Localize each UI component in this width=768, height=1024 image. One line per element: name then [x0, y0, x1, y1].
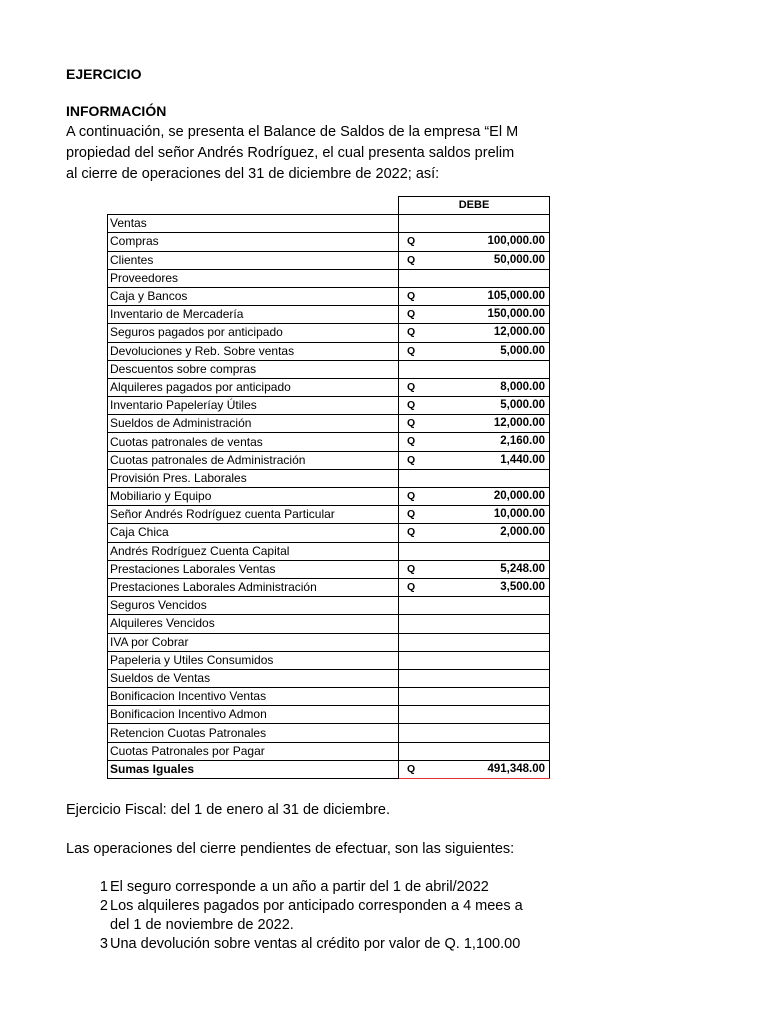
currency-symbol: Q	[407, 289, 416, 302]
debe-amount: 12,000.00	[493, 417, 545, 430]
currency-symbol: Q	[407, 562, 416, 575]
table-row	[108, 324, 550, 342]
currency-symbol: Q	[407, 526, 416, 539]
currency-symbol: Q	[407, 380, 416, 393]
debe-cell	[399, 215, 550, 233]
debe-cell	[399, 233, 550, 251]
debe-cell	[399, 415, 550, 433]
debe-cell	[399, 597, 550, 615]
table-row	[108, 524, 550, 542]
debe-amount: 150,000.00	[487, 308, 545, 321]
debe-amount: 5,248.00	[500, 562, 545, 575]
table-row	[108, 397, 550, 415]
total-label: Sumas Iguales	[108, 760, 399, 778]
account-name: Compras	[108, 233, 399, 251]
debe-amount: 10,000.00	[493, 508, 545, 521]
account-name: Ventas	[108, 215, 399, 233]
debe-cell	[399, 506, 550, 524]
list-item: del 1 de noviembre de 2022.	[110, 917, 294, 933]
account-name: Inventario Papeleríay Útiles	[108, 397, 399, 415]
list-item: 2 Los alquileres pagados por anticipado corresponden a 4 mees a	[99, 898, 523, 914]
list-item: 1 El seguro corresponde a un año a partir del 1 de abril/2022	[99, 879, 489, 895]
account-name: Inventario de Mercadería	[108, 306, 399, 324]
currency-symbol: Q	[407, 435, 416, 448]
table-row	[108, 469, 550, 487]
currency-symbol: Q	[407, 399, 416, 412]
table-row	[108, 724, 550, 742]
debe-cell	[399, 360, 550, 378]
account-name: Devoluciones y Reb. Sobre ventas	[108, 342, 399, 360]
ops-list	[96, 878, 523, 954]
intro-line: propiedad del señor Andrés Rodríguez, el cual presenta saldos prelim	[66, 145, 515, 161]
list-item: 3 Una devolución sobre ventas al crédito por valor de Q. 1,100.00	[99, 936, 521, 952]
debe-amount: 105,000.00	[487, 289, 545, 302]
account-name: Papeleria y Utiles Consumidos	[108, 651, 399, 669]
debe-cell	[399, 251, 550, 269]
table-row	[108, 542, 550, 560]
table-row	[108, 578, 550, 596]
table-row	[108, 233, 550, 251]
account-name: Cuotas Patronales por Pagar	[108, 742, 399, 760]
account-name: Retencion Cuotas Patronales	[108, 724, 399, 742]
table-row	[108, 488, 550, 506]
account-name: Provisión Pres. Laborales	[108, 469, 399, 487]
fiscal-year: Ejercicio Fiscal: del 1 de enero al 31 de diciembre.	[66, 802, 390, 818]
debe-cell	[399, 342, 550, 360]
debe-amount: 100,000.00	[487, 235, 545, 248]
table-row	[108, 506, 550, 524]
total-row	[108, 760, 550, 778]
currency-symbol: Q	[407, 762, 416, 775]
balance-table	[107, 196, 550, 779]
account-name: Sueldos de Ventas	[108, 669, 399, 687]
account-name: Prestaciones Laborales Ventas	[108, 560, 399, 578]
debe-cell	[399, 669, 550, 687]
account-name: Descuentos sobre compras	[108, 360, 399, 378]
table-row	[108, 633, 550, 651]
table-row	[108, 360, 550, 378]
debe-amount: 12,000.00	[493, 326, 545, 339]
debe-amount: 50,000.00	[493, 253, 545, 266]
currency-symbol: Q	[407, 344, 416, 357]
doc-title: EJERCICIO	[66, 66, 142, 82]
table-row	[108, 251, 550, 269]
account-name: Mobiliario y Equipo	[108, 488, 399, 506]
debe-amount: 5,000.00	[500, 344, 545, 357]
table-row	[108, 451, 550, 469]
table-row	[108, 433, 550, 451]
debe-amount: 5,000.00	[500, 399, 545, 412]
account-name: Clientes	[108, 251, 399, 269]
debe-cell	[399, 560, 550, 578]
table-row	[108, 287, 550, 305]
debe-cell	[399, 488, 550, 506]
ops-intro: Las operaciones del cierre pendientes de efectuar, son las siguientes:	[66, 841, 515, 857]
currency-symbol: Q	[407, 235, 416, 248]
debe-amount: 491,348.00	[487, 762, 545, 775]
debe-cell	[399, 651, 550, 669]
table-row	[108, 669, 550, 687]
debe-cell	[399, 742, 550, 760]
debe-cell	[399, 706, 550, 724]
debe-cell	[399, 760, 550, 778]
account-name: Caja y Bancos	[108, 287, 399, 305]
table-row	[108, 615, 550, 633]
table-row	[108, 597, 550, 615]
intro-line: A continuación, se presenta el Balance de Saldos de la empresa “El M	[66, 124, 519, 140]
account-name: Bonificacion Incentivo Ventas	[108, 688, 399, 706]
table-row	[108, 706, 550, 724]
debe-cell	[399, 542, 550, 560]
account-name: IVA por Cobrar	[108, 633, 399, 651]
debe-header: DEBE	[399, 197, 550, 215]
debe-amount: 20,000.00	[493, 490, 545, 502]
debe-cell	[399, 724, 550, 742]
account-name: Cuotas patronales de Administración	[108, 451, 399, 469]
table-row	[108, 415, 550, 433]
currency-symbol: Q	[407, 253, 416, 266]
currency-symbol: Q	[407, 508, 416, 521]
account-name: Prestaciones Laborales Administración	[108, 578, 399, 596]
table-row	[108, 688, 550, 706]
debe-cell	[399, 287, 550, 305]
debe-cell	[399, 451, 550, 469]
debe-cell	[399, 688, 550, 706]
intro-paragraph	[66, 122, 518, 185]
debe-amount: 3,500.00	[500, 580, 545, 593]
debe-cell	[399, 378, 550, 396]
account-name: Bonificacion Incentivo Admon	[108, 706, 399, 724]
debe-cell	[399, 615, 550, 633]
debe-cell	[399, 433, 550, 451]
intro-line: al cierre de operaciones del 31 de diciembre de 2022; así:	[66, 166, 440, 182]
currency-symbol: Q	[407, 580, 416, 593]
account-name: Alquileres Vencidos	[108, 615, 399, 633]
currency-symbol: Q	[407, 417, 416, 430]
account-name: Seguros Vencidos	[108, 597, 399, 615]
account-name: Sueldos de Administración	[108, 415, 399, 433]
debe-cell	[399, 269, 550, 287]
debe-cell	[399, 578, 550, 596]
currency-symbol: Q	[407, 326, 416, 339]
currency-symbol: Q	[407, 490, 416, 502]
debe-cell	[399, 469, 550, 487]
table-row	[108, 742, 550, 760]
debe-cell	[399, 524, 550, 542]
currency-symbol: Q	[407, 308, 416, 321]
debe-cell	[399, 397, 550, 415]
debe-cell	[399, 324, 550, 342]
debe-cell	[399, 306, 550, 324]
account-name: Cuotas patronales de ventas	[108, 433, 399, 451]
table-row	[108, 306, 550, 324]
table-header-row	[108, 197, 550, 215]
account-name: Proveedores	[108, 269, 399, 287]
table-row	[108, 269, 550, 287]
debe-amount: 2,000.00	[500, 526, 545, 539]
account-name: Andrés Rodríguez Cuenta Capital	[108, 542, 399, 560]
table-row	[108, 378, 550, 396]
account-name: Señor Andrés Rodríguez cuenta Particular	[108, 506, 399, 524]
table-row	[108, 560, 550, 578]
table-row	[108, 215, 550, 233]
account-name: Seguros pagados por anticipado	[108, 324, 399, 342]
account-name: Alquileres pagados por anticipado	[108, 378, 399, 396]
debe-cell	[399, 633, 550, 651]
section-heading: INFORMACIÓN	[66, 103, 167, 119]
currency-symbol: Q	[407, 453, 416, 466]
account-name: Caja Chica	[108, 524, 399, 542]
debe-amount: 2,160.00	[500, 435, 545, 448]
table-row	[108, 651, 550, 669]
debe-amount: 1,440.00	[500, 453, 545, 466]
table-row	[108, 342, 550, 360]
debe-amount: 8,000.00	[500, 380, 545, 393]
